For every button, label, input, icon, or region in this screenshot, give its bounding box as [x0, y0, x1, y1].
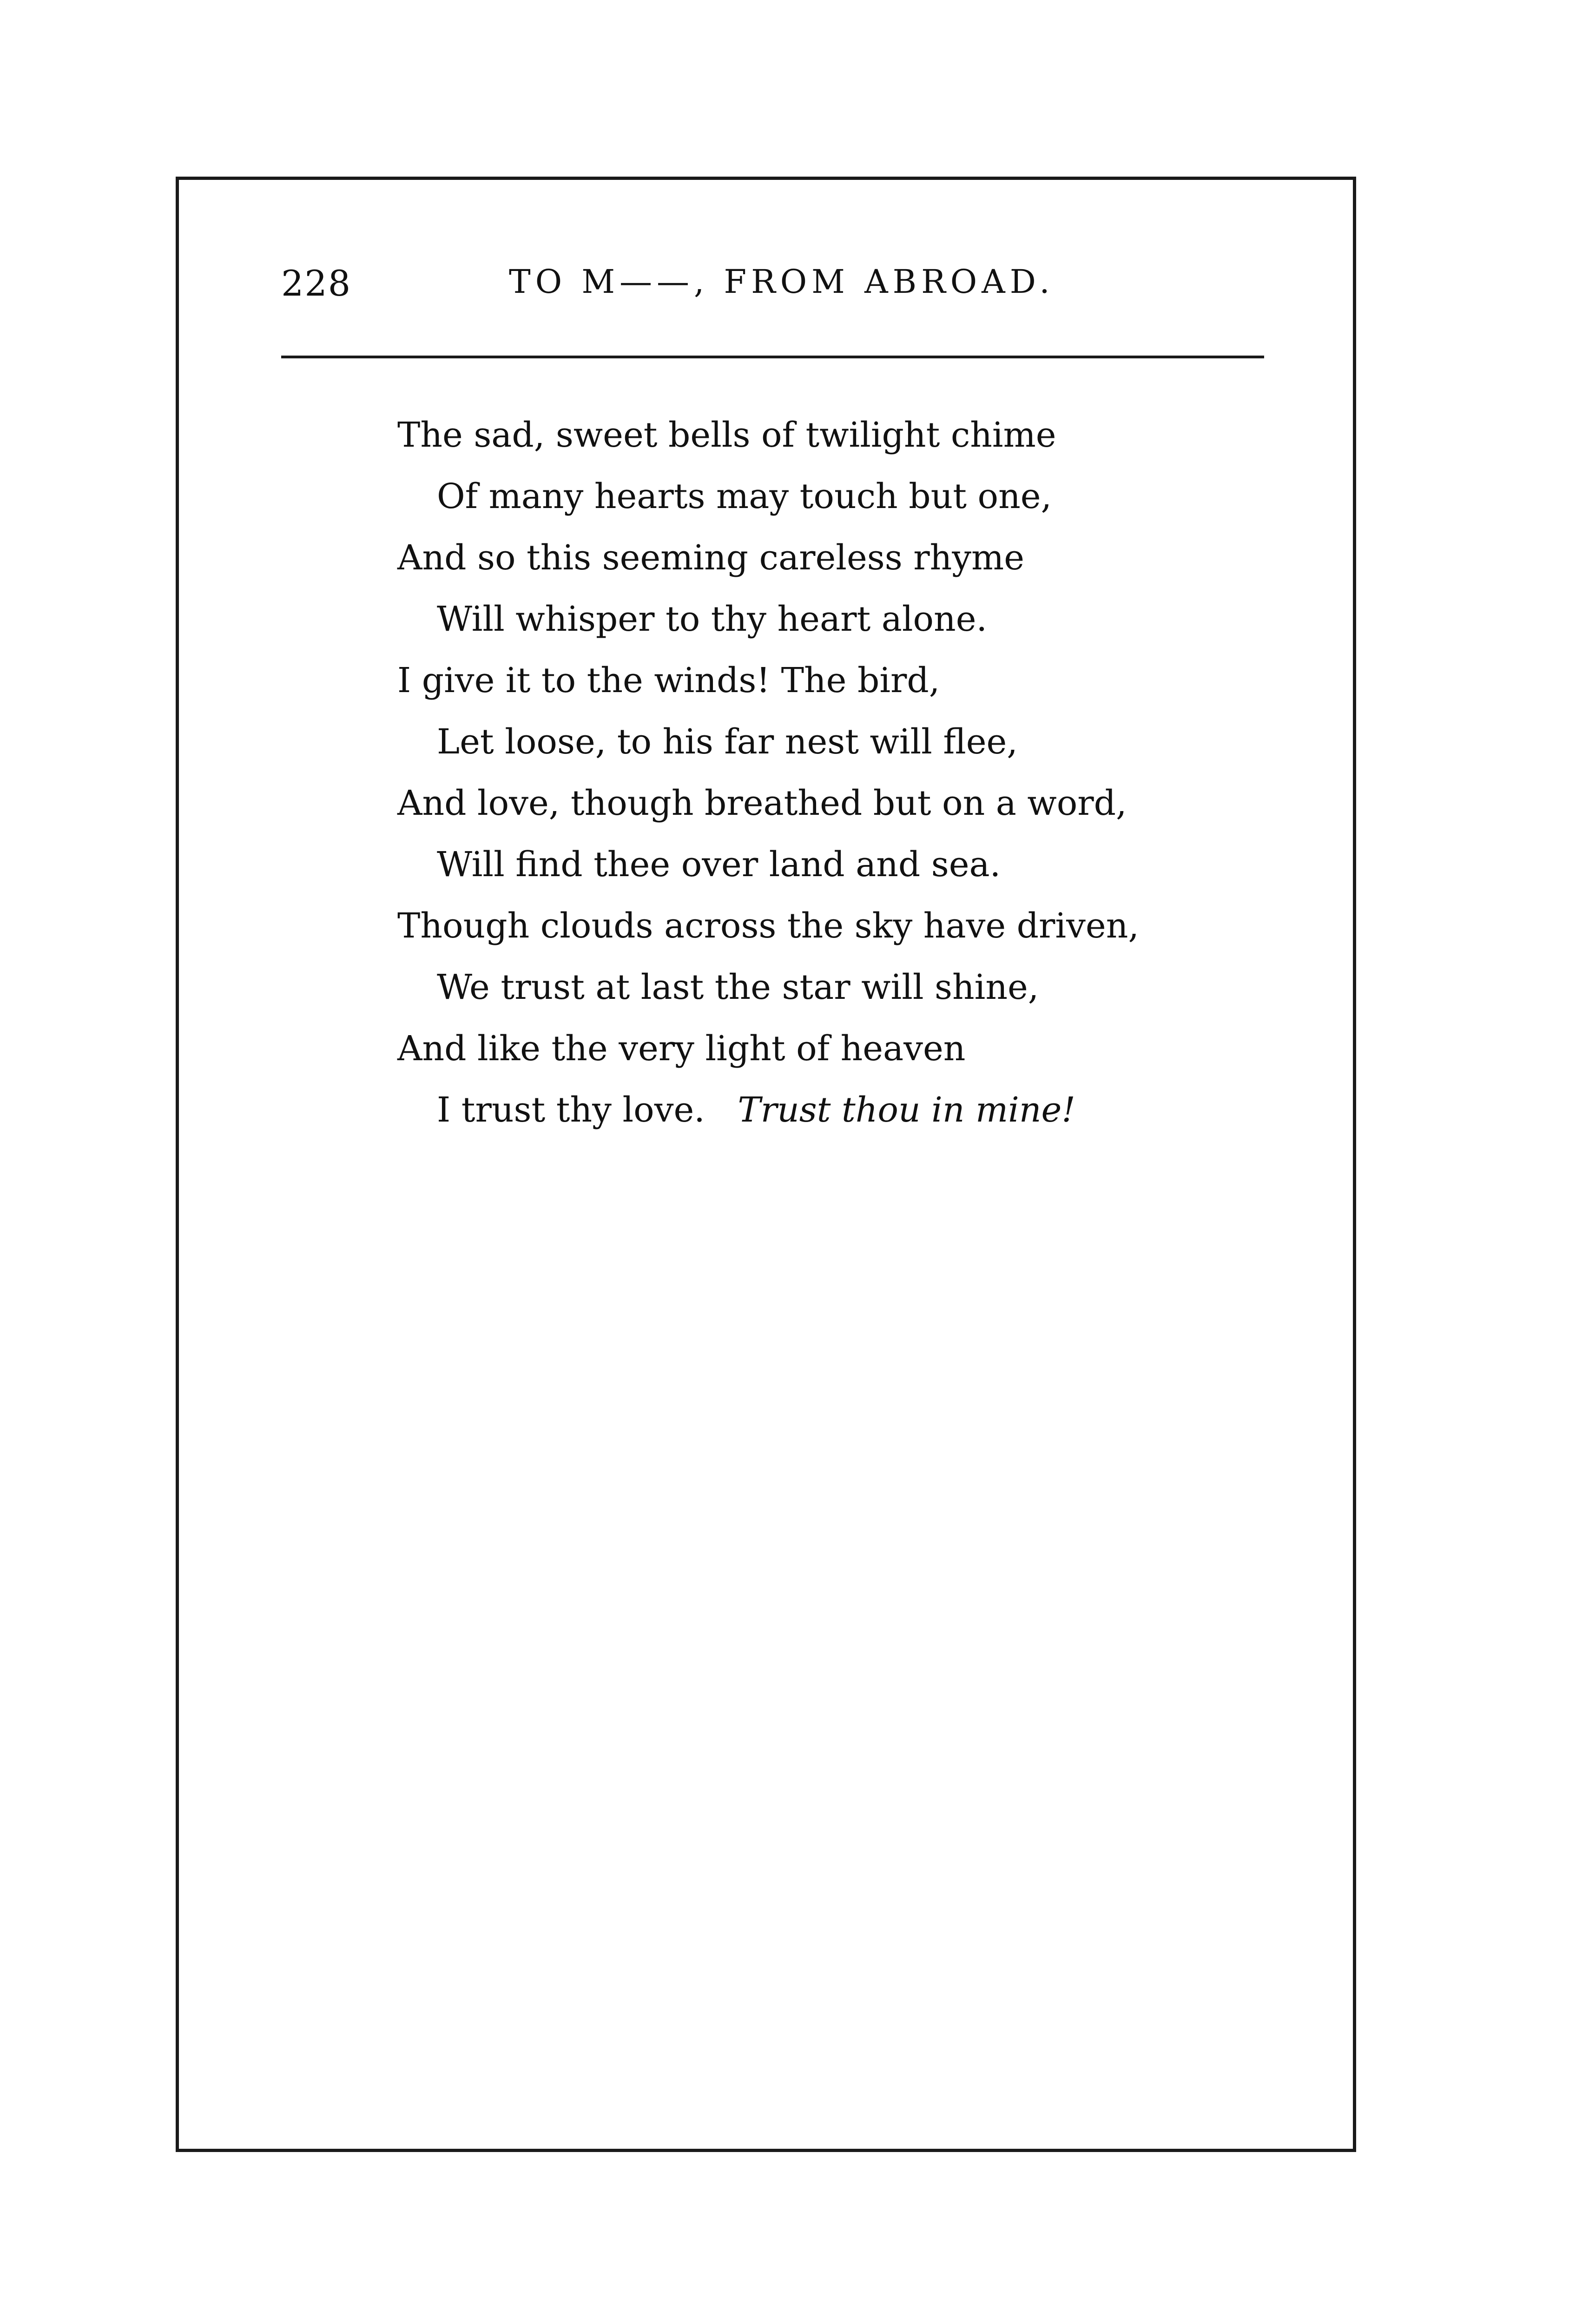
poem-line: Will find thee over land and sea. — [437, 845, 1001, 885]
page-number: 228 — [281, 263, 352, 304]
poem — [397, 404, 1187, 1141]
poem-line: And like the very light of heaven — [397, 1029, 966, 1069]
poem-line: Of many hearts may touch but one, — [437, 476, 1052, 516]
poem-line: And so this seeming careless rhyme — [397, 538, 1025, 578]
poem-line: Let loose, to his far nest will flee, — [437, 722, 1018, 762]
poem-line: Will whisper to thy heart alone. — [437, 599, 988, 639]
poem-line: We trust at last the star will shine, — [437, 967, 1039, 1007]
running-title: TO M——, FROM ABROAD. — [509, 263, 1055, 301]
poem-line: And love, though breathed but on a word, — [397, 783, 1127, 823]
header-rule — [281, 356, 1264, 358]
closing-italic-phrase: Trust thou in mine! — [738, 1090, 1076, 1130]
poem-line-final: I trust thy love. Trust thou in mine! — [437, 1090, 1076, 1130]
poem-line: Though clouds across the sky have driven, — [397, 906, 1139, 946]
poem-line: I give it to the winds! The bird, — [397, 660, 940, 700]
page-header — [281, 258, 1262, 314]
poem-line: The sad, sweet bells of twilight chime — [397, 415, 1056, 455]
